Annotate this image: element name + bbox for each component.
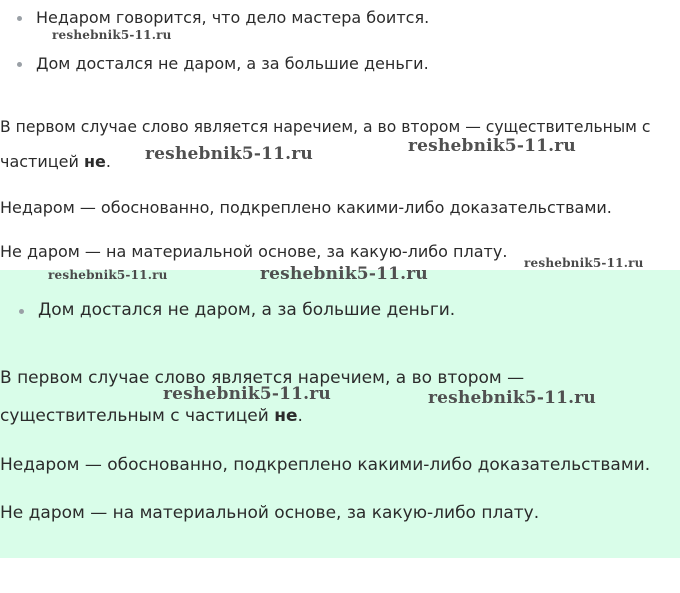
list-item-text: Дом достался не даром, а за большие деньги. <box>36 54 429 73</box>
watermark: reshebnik5-11.ru <box>163 384 331 404</box>
bold-particle: не <box>84 152 106 171</box>
bullet-dot-icon <box>17 62 22 67</box>
paragraph-text: . <box>105 152 111 171</box>
list-item-text: Недаром говорится, что дело мастера боится. <box>36 8 430 27</box>
paragraph: Недаром — обоснованно, подкреплено какими-либо доказательствами. <box>0 455 651 475</box>
paragraph: Не даром — на материальной основе, за какую-либо плату. <box>0 503 540 523</box>
watermark: reshebnik5-11.ru <box>145 144 313 164</box>
watermark: reshebnik5-11.ru <box>408 136 576 156</box>
bullet-dot-icon <box>17 16 22 21</box>
bold-particle: не <box>274 406 298 426</box>
watermark: reshebnik5-11.ru <box>524 256 644 270</box>
list-item <box>36 8 429 28</box>
watermark: reshebnik5-11.ru <box>52 28 172 42</box>
paragraph-line: В первом случае слово является наречием, а во втором — существительным с <box>0 118 651 136</box>
bullet-dot-icon <box>19 309 24 314</box>
paragraph-line: В первом случае слово является наречием, а во втором — <box>0 368 525 388</box>
paragraph: Недаром — обоснованно, подкреплено какими-либо доказательствами. <box>0 198 612 217</box>
paragraph: Не даром — на материальной основе, за какую-либо плату. <box>0 242 508 261</box>
list-item <box>38 300 455 320</box>
paragraph-line <box>0 152 111 172</box>
watermark: reshebnik5-11.ru <box>48 268 168 282</box>
list-item <box>36 54 429 74</box>
watermark: reshebnik5-11.ru <box>428 388 596 408</box>
paragraph-line <box>0 406 303 426</box>
paragraph-text: существительным с частицей <box>0 406 275 426</box>
list-item-text: Дом достался не даром, а за большие деньги. <box>38 300 456 320</box>
paragraph-text: . <box>297 406 303 426</box>
highlight-section <box>0 270 680 558</box>
watermark: reshebnik5-11.ru <box>260 264 428 284</box>
paragraph-text: частицей <box>0 152 84 171</box>
